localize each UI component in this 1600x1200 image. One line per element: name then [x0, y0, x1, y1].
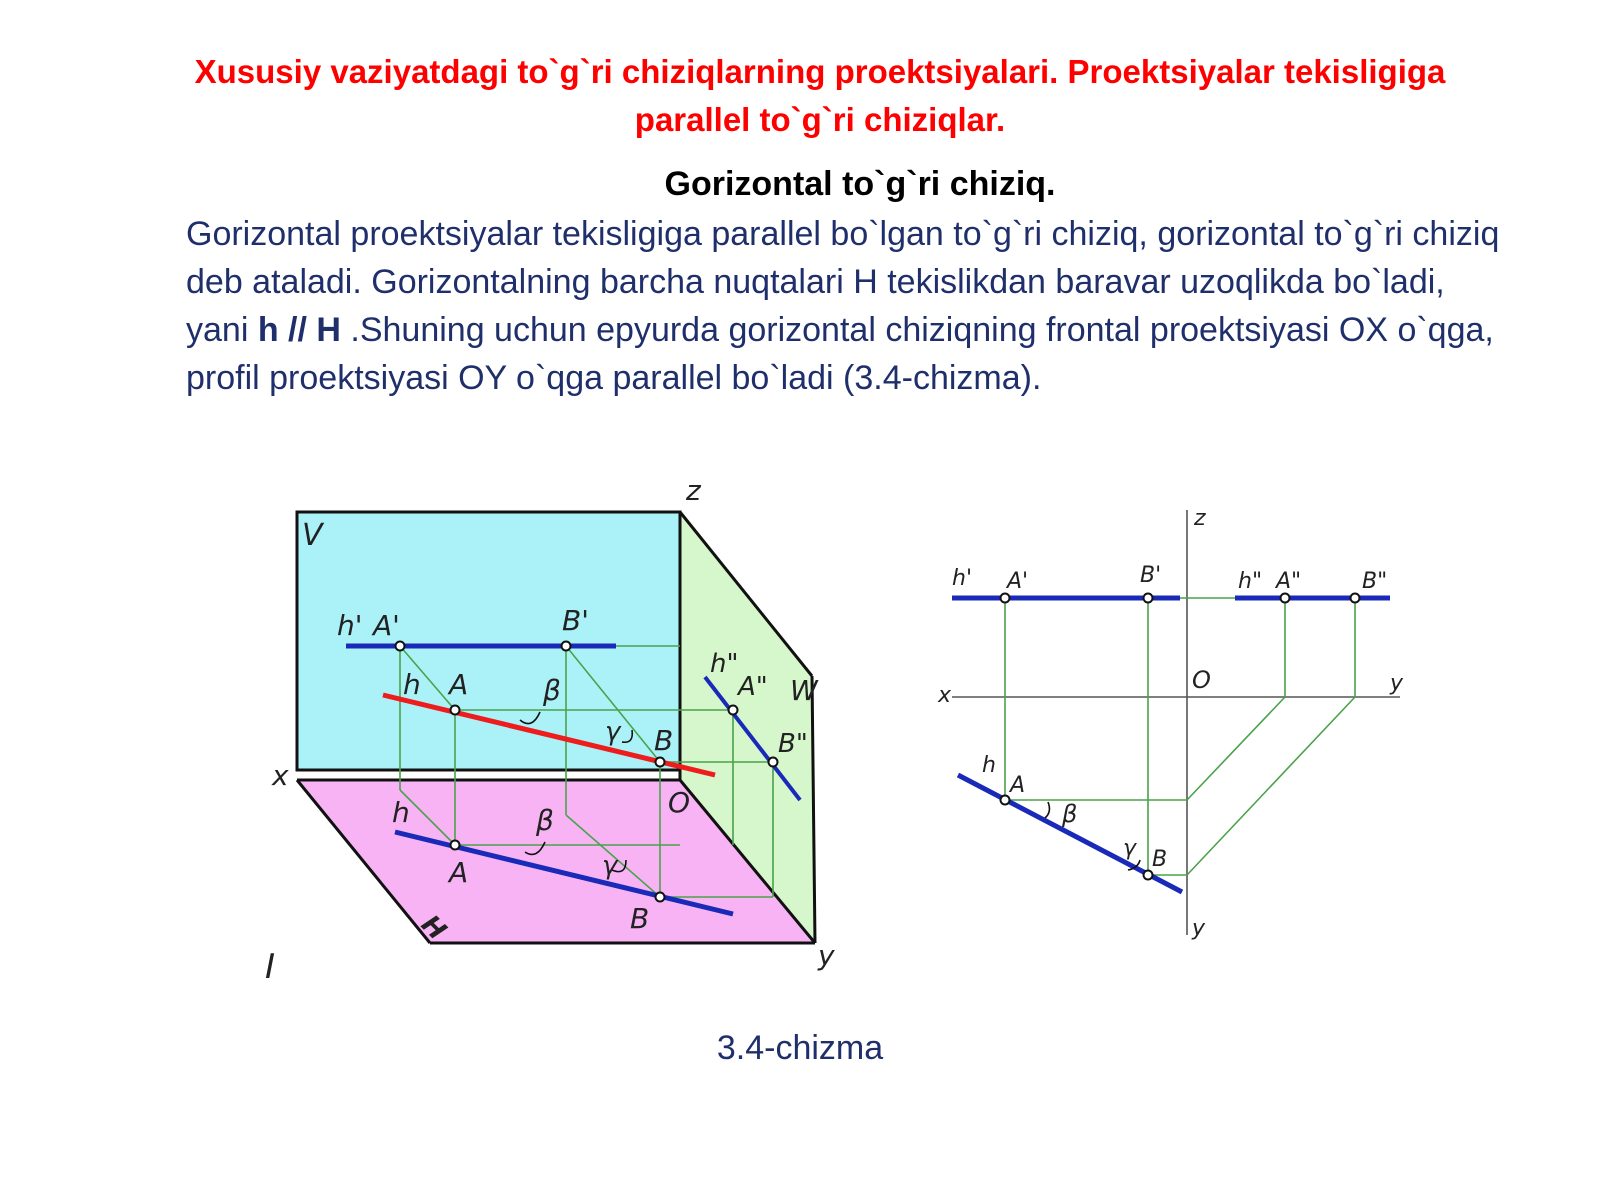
epure-label-b-prof: B": [1362, 569, 1388, 594]
label-b-space: B: [654, 724, 674, 757]
label-a-prof-left: A": [738, 672, 768, 702]
epure-label-b-horiz: B: [1152, 847, 1168, 872]
label-origin-left: O: [668, 786, 691, 819]
epure-label-h-front: h': [952, 566, 972, 591]
label-plane-w: W: [790, 674, 818, 707]
description-text-2: .Shuning uchun epyurda gorizontal chiziqning frontal proektsiyasi OX o`qga, profil proektsiyasi OY o`qga parallel bo`ladi (3.4-chizma).: [186, 311, 1494, 397]
epure-label-a-horiz: A: [1010, 773, 1026, 798]
epure-label-o: O: [1192, 666, 1211, 694]
epure-label-z: z: [1194, 506, 1206, 531]
label-h-prof-left: h": [710, 649, 739, 679]
title-line-2: parallel to`g`ri chiziqlar.: [634, 101, 1006, 138]
text-cursor: I: [265, 947, 276, 987]
label-h-front-left: h': [337, 609, 363, 642]
label-a-space: A: [449, 668, 469, 701]
epure-label-beta: β: [1062, 800, 1078, 828]
label-gamma-horiz: γ: [602, 851, 618, 881]
epure-label-a-prof: A": [1276, 569, 1302, 594]
epure-label-b-front: B': [1140, 563, 1162, 588]
title-line-1: Xususiy vaziyatdagi to`g`ri chiziqlarning proektsiyalari. Proektsiyalar tekisligiga: [194, 53, 1446, 90]
label-b-prof-left: B": [778, 729, 808, 759]
label-h-space: h: [403, 668, 421, 701]
epure-label-y-down: y: [1192, 916, 1206, 941]
label-axis-x-left: x: [272, 759, 289, 792]
points-right: [1001, 594, 1360, 880]
epure-label-y-right: y: [1390, 671, 1404, 696]
spatial-model: [265, 474, 835, 987]
projection-lines-right: [1005, 598, 1355, 875]
figure-caption: 3.4-chizma: [716, 1029, 884, 1067]
label-b-horiz-left: B: [630, 902, 650, 935]
label-a-front-left: A': [373, 609, 400, 642]
description-text-1: Gorizontal proektsiyalar tekisligiga parallel bo`lgan to`g`ri chiziq, gorizontal to`g`ri chiziq deb ataladi. Gorizontalning barcha nuqtalari H tekislikdan baravar uzoqlikda bo`ladi, yani: [186, 215, 1500, 349]
epure-label-h-horiz: h: [982, 753, 996, 778]
label-beta-space: β: [543, 674, 561, 707]
label-axis-z-left: z: [686, 474, 701, 507]
label-axis-y-left: y: [818, 939, 835, 972]
epure-label-x: x: [938, 683, 952, 708]
label-gamma-space: γ: [605, 717, 621, 747]
epure-label-a-front: A': [1007, 569, 1029, 594]
formula: h // H: [257, 311, 341, 349]
label-beta-horiz: β: [536, 804, 554, 837]
epure-label-h-prof: h": [1238, 569, 1263, 594]
epure-diagram: [937, 506, 1404, 941]
label-h-horiz-left: h: [392, 796, 410, 829]
section-title: Gorizontal to`g`ri chiziq.: [664, 165, 1056, 203]
label-plane-v: V: [302, 518, 323, 553]
label-b-front-left: B': [562, 604, 589, 637]
epure-label-gamma: γ: [1123, 836, 1137, 861]
label-plane-h: H: [415, 909, 452, 947]
label-a-horiz-left: A: [449, 856, 469, 889]
